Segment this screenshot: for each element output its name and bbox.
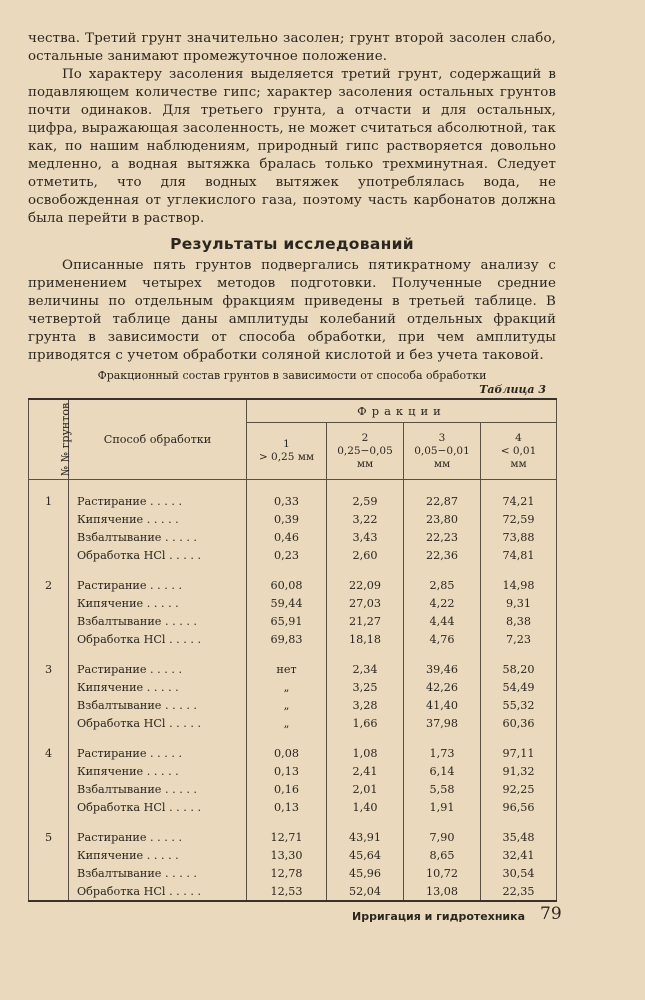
fraction-3-cell: 4,22 (404, 594, 481, 612)
header-fraction-2-range: 0,25−0,05 (337, 444, 393, 457)
table-row (29, 864, 557, 882)
section-title: Результаты исследований (170, 235, 414, 253)
spacer-cell (29, 648, 69, 660)
soil-number-cell (29, 798, 69, 816)
fraction-2-cell: 2,60 (327, 546, 404, 564)
fraction-3-cell: 39,46 (404, 660, 481, 678)
header-fraction-1-range: > 0,25 мм (258, 451, 315, 463)
group-spacer (29, 732, 557, 744)
method-cell: Взбалтывание . . . . . (69, 612, 247, 630)
fraction-3-cell: 2,85 (404, 576, 481, 594)
spacer-cell (247, 648, 327, 660)
spacer-cell (69, 564, 247, 576)
group-spacer (29, 816, 557, 828)
method-cell: Растирание . . . . . (69, 660, 247, 678)
table-row (29, 528, 557, 546)
method-cell: Растирание . . . . . (69, 744, 247, 762)
spacer-cell (69, 480, 247, 493)
fraction-4-cell: 9,31 (481, 594, 557, 612)
method-cell: Обработка HCl . . . . . (69, 798, 247, 816)
method-cell: Обработка HCl . . . . . (69, 630, 247, 648)
fraction-2-cell: 1,08 (327, 744, 404, 762)
fraction-1-cell: 60,08 (247, 576, 327, 594)
method-cell: Кипячение . . . . . (69, 762, 247, 780)
table-row (29, 780, 557, 798)
soil-number-cell (29, 678, 69, 696)
fraction-1-cell: 12,78 (247, 864, 327, 882)
fraction-3-cell: 42,26 (404, 678, 481, 696)
spacer-cell (327, 564, 404, 576)
soil-number-cell (29, 594, 69, 612)
fraction-4-cell: 22,35 (481, 882, 557, 901)
spacer-cell (404, 564, 481, 576)
method-cell: Кипячение . . . . . (69, 846, 247, 864)
fraction-1-cell: 0,33 (247, 492, 327, 510)
intro-paragraph-2: По характеру засоления выделяется третий грунт, содержащий в подавляющем количестве гипс; характер засоления остальных грунтов почти одинаков. Для третьего грунта, а отчасти и для остальных, цифра, выражающая засоленность, не может считаться абсолютной, так как, по нашим наблюдениям, природный гипс растворяется довольно медленно, а водная вытяжка бралась только трехминутная. Следует отметить, что для водных вытяжек употреблялась вода, не освобожденная от углекислого газа, поэтому часть карбонатов должна была перейти в раствор. (28, 67, 556, 226)
method-cell: Кипячение . . . . . (69, 678, 247, 696)
fraction-4-cell: 96,56 (481, 798, 557, 816)
header-fraction-2-num: 2 (361, 431, 369, 444)
fraction-1-cell: 69,83 (247, 630, 327, 648)
section-paragraph: Описанные пять грунтов подвергались пятикратному анализу с применением четырех методов подготовки. Полученные средние величины по отдельным фракциям приведены в третьей таблице. В четвертой таблице даны амплитуды колебаний отдельных фракций грунта в зависимости от способа обработки, при чем амплитуды приводятся с учетом обработки соляной кислотой и без учета таковой. (28, 258, 556, 363)
fraction-4-cell: 60,36 (481, 714, 557, 732)
table-row (29, 882, 557, 901)
fraction-4-cell: 8,38 (481, 612, 557, 630)
header-fraction-4-num: 4 (515, 431, 522, 444)
table-row (29, 696, 557, 714)
header-fraction-4-unit: мм (510, 457, 527, 470)
fraction-4-cell: 55,32 (481, 696, 557, 714)
group-spacer (29, 648, 557, 660)
spacer-cell (404, 816, 481, 828)
method-cell: Обработка HCl . . . . . (69, 546, 247, 564)
fraction-4-cell: 58,20 (481, 660, 557, 678)
fraction-1-cell: 65,91 (247, 612, 327, 630)
fraction-1-cell: 0,46 (247, 528, 327, 546)
table-row (29, 510, 557, 528)
soil-number-cell (29, 846, 69, 864)
soil-number-cell (29, 762, 69, 780)
spacer-cell (327, 480, 404, 493)
fraction-3-cell: 1,91 (404, 798, 481, 816)
fraction-1-cell: 0,39 (247, 510, 327, 528)
fraction-1-cell: 0,16 (247, 780, 327, 798)
table-row (29, 744, 557, 762)
table-row (29, 612, 557, 630)
header-fraction-3 (404, 423, 481, 480)
soil-number-cell: 2 (29, 576, 69, 594)
fraction-4-cell: 74,81 (481, 546, 557, 564)
method-cell: Кипячение . . . . . (69, 594, 247, 612)
spacer-cell (29, 480, 69, 493)
table-row (29, 828, 557, 846)
spacer-cell (247, 732, 327, 744)
fraction-4-cell: 32,41 (481, 846, 557, 864)
spacer-cell (247, 564, 327, 576)
method-cell: Взбалтывание . . . . . (69, 780, 247, 798)
table-row (29, 846, 557, 864)
header-method: Способ обработки (69, 399, 247, 480)
fraction-3-cell: 13,08 (404, 882, 481, 901)
method-cell: Кипячение . . . . . (69, 510, 247, 528)
fraction-2-cell: 45,64 (327, 846, 404, 864)
table-row (29, 714, 557, 732)
fraction-3-cell: 5,58 (404, 780, 481, 798)
fraction-3-cell: 10,72 (404, 864, 481, 882)
header-fraction-2-unit: мм (356, 457, 374, 470)
spacer-cell (69, 816, 247, 828)
spacer-cell (29, 816, 69, 828)
fraction-3-cell: 8,65 (404, 846, 481, 864)
header-soil-no-label: № № грунтов (59, 402, 73, 477)
soil-number-cell (29, 528, 69, 546)
fraction-3-cell: 4,44 (404, 612, 481, 630)
fraction-1-cell: 12,53 (247, 882, 327, 901)
spacer-cell (481, 816, 557, 828)
fraction-4-cell: 74,21 (481, 492, 557, 510)
fraction-1-cell: 0,13 (247, 798, 327, 816)
header-fraction-1 (247, 423, 327, 480)
fraction-2-cell: 3,28 (327, 696, 404, 714)
fraction-4-cell: 14,98 (481, 576, 557, 594)
fraction-3-cell: 22,87 (404, 492, 481, 510)
method-cell: Взбалтывание . . . . . (69, 864, 247, 882)
spacer-cell (29, 564, 69, 576)
fraction-2-cell: 45,96 (327, 864, 404, 882)
soil-number-cell: 1 (29, 492, 69, 510)
spacer-cell (327, 648, 404, 660)
method-cell: Растирание . . . . . (69, 828, 247, 846)
fraction-4-cell: 91,32 (481, 762, 557, 780)
spacer-cell (327, 732, 404, 744)
spacer-cell (247, 816, 327, 828)
soil-number-cell (29, 780, 69, 798)
table-row (29, 660, 557, 678)
fraction-2-cell: 3,22 (327, 510, 404, 528)
table-row (29, 576, 557, 594)
soil-number-cell: 4 (29, 744, 69, 762)
soil-number-cell: 5 (29, 828, 69, 846)
table-row (29, 678, 557, 696)
fraction-1-cell: 12,71 (247, 828, 327, 846)
page-footer (352, 904, 562, 924)
fraction-4-cell: 92,25 (481, 780, 557, 798)
fraction-4-cell: 97,11 (481, 744, 557, 762)
header-fraction-2 (327, 423, 404, 480)
fraction-2-cell: 2,41 (327, 762, 404, 780)
method-cell: Обработка HCl . . . . . (69, 714, 247, 732)
soil-number-cell (29, 546, 69, 564)
spacer-cell (404, 648, 481, 660)
soil-number-cell (29, 612, 69, 630)
fraction-2-cell: 22,09 (327, 576, 404, 594)
header-fraction-1-num: 1 (283, 438, 290, 450)
table-row (29, 798, 557, 816)
fraction-3-cell: 6,14 (404, 762, 481, 780)
soil-number-cell (29, 630, 69, 648)
fraction-1-cell: „ (247, 696, 327, 714)
table-row (29, 762, 557, 780)
spacer-cell (481, 480, 557, 493)
fraction-2-cell: 1,66 (327, 714, 404, 732)
fraction-1-cell: 0,13 (247, 762, 327, 780)
method-cell: Обработка HCl . . . . . (69, 882, 247, 901)
soil-number-cell (29, 882, 69, 901)
fraction-2-cell: 2,34 (327, 660, 404, 678)
table-row (29, 492, 557, 510)
fraction-1-cell: 13,30 (247, 846, 327, 864)
fraction-1-cell: „ (247, 714, 327, 732)
fraction-4-cell: 30,54 (481, 864, 557, 882)
journal-title: Ирригация и гидротехника (352, 910, 526, 923)
fraction-4-cell: 73,88 (481, 528, 557, 546)
fraction-4-cell: 35,48 (481, 828, 557, 846)
fraction-1-cell: 59,44 (247, 594, 327, 612)
fraction-3-cell: 37,98 (404, 714, 481, 732)
spacer-cell (404, 732, 481, 744)
fraction-4-cell: 72,59 (481, 510, 557, 528)
fraction-2-cell: 18,18 (327, 630, 404, 648)
fraction-2-cell: 3,43 (327, 528, 404, 546)
soil-number-cell (29, 714, 69, 732)
fraction-1-cell: 0,08 (247, 744, 327, 762)
header-fractions: Фракции (247, 399, 557, 423)
spacer-cell (481, 564, 557, 576)
fraction-2-cell: 3,25 (327, 678, 404, 696)
header-soil-no (29, 399, 73, 480)
fraction-3-cell: 1,73 (404, 744, 481, 762)
group-spacer (29, 480, 557, 493)
fraction-2-cell: 52,04 (327, 882, 404, 901)
header-fraction-3-unit: мм (433, 457, 451, 470)
fraction-3-cell: 23,80 (404, 510, 481, 528)
method-cell: Растирание . . . . . (69, 492, 247, 510)
fraction-2-cell: 27,03 (327, 594, 404, 612)
method-cell: Растирание . . . . . (69, 576, 247, 594)
soil-number-cell (29, 864, 69, 882)
spacer-cell (327, 816, 404, 828)
spacer-cell (404, 480, 481, 493)
fraction-4-cell: 54,49 (481, 678, 557, 696)
group-spacer (29, 564, 557, 576)
table-number: Таблица 3 (479, 383, 546, 396)
fraction-1-cell: 0,23 (247, 546, 327, 564)
table-row (29, 630, 557, 648)
header-fraction-3-range: 0,05−0,01 (414, 444, 470, 457)
intro-paragraph-1: чества. Третий грунт значительно засолен; грунт второй засолен слабо, остальные занимают промежуточное положение. (28, 31, 556, 64)
table-row (29, 594, 557, 612)
fraction-4-cell: 7,23 (481, 630, 557, 648)
header-fraction-3-num: 3 (438, 431, 446, 444)
soil-number-cell: 3 (29, 660, 69, 678)
fraction-3-cell: 7,90 (404, 828, 481, 846)
spacer-cell (29, 732, 69, 744)
fraction-3-cell: 4,76 (404, 630, 481, 648)
table-body (29, 480, 557, 902)
fraction-2-cell: 1,40 (327, 798, 404, 816)
fraction-3-cell: 22,36 (404, 546, 481, 564)
method-cell: Взбалтывание . . . . . (69, 696, 247, 714)
fraction-3-cell: 22,23 (404, 528, 481, 546)
spacer-cell (481, 648, 557, 660)
header-fraction-4-range: < 0,01 (500, 444, 537, 457)
spacer-cell (69, 648, 247, 660)
table-row (29, 546, 557, 564)
fraction-2-cell: 2,01 (327, 780, 404, 798)
fraction-2-cell: 43,91 (327, 828, 404, 846)
fraction-3-cell: 41,40 (404, 696, 481, 714)
page-content (28, 30, 556, 902)
fraction-2-cell: 21,27 (327, 612, 404, 630)
fraction-1-cell: „ (247, 678, 327, 696)
method-cell: Взбалтывание . . . . . (69, 528, 247, 546)
soil-number-cell (29, 696, 69, 714)
fraction-2-cell: 2,59 (327, 492, 404, 510)
spacer-cell (247, 480, 327, 493)
table-caption: Фракционный состав грунтов в зависимости от способа обработки (97, 369, 487, 382)
fraction-table (28, 398, 557, 902)
spacer-cell (481, 732, 557, 744)
spacer-cell (69, 732, 247, 744)
header-fraction-4 (481, 423, 557, 480)
page-number: 79 (540, 904, 562, 924)
soil-number-cell (29, 510, 69, 528)
fraction-1-cell: нет (247, 660, 327, 678)
